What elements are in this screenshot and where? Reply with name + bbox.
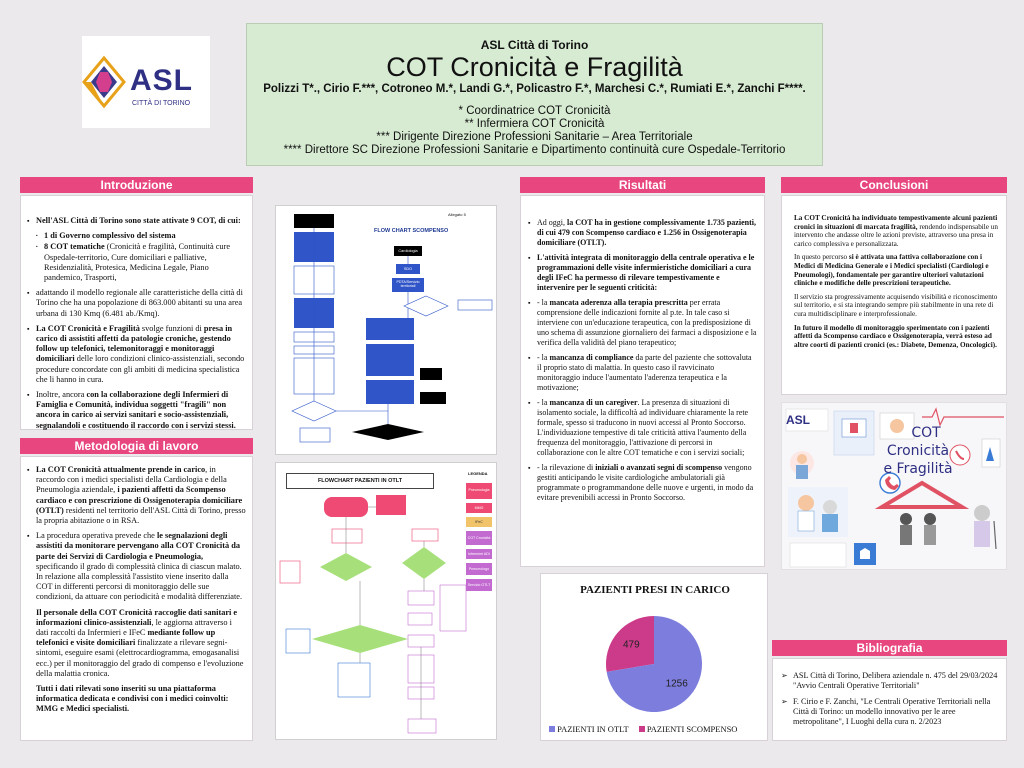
pie-chart — [541, 574, 769, 742]
flowchart-node: PDTA/Servizio territoriali — [396, 280, 420, 289]
chart-title: PAZIENTI PRESI IN CARICO — [580, 584, 730, 596]
poster-title: COT Cronicità e Fragilità — [386, 52, 683, 82]
risultati-panel: ▪ Ad oggi, la COT ha in gestione complessivamente 1.735 pazienti, di cui 479 con Scompenso cardiaco e 1.256 in Ossigenoterapia domiciliare (OTLT). ▪ L'attività integrata di monitoraggio della centrale operativa e le programmazioni delle visite infermieristiche domiciliari a cura degli IFeC ha permesso di rilevare tempestivamente e intervenire per le seguenti criticità: ▪ - la mancata aderenza alla terapia prescritta per errata comprensione delle indicazioni fornite al p.te. In tale caso si interviene con un'educazione terapeutica, con la predisposizione di uno schema di assunzione giornaliero dei farmaci a disposizione e la verifica della validità del piano terapeutico; ▪ - la mancanza di compliance da parte del paziente che sottovaluta il proprio stato di malattia. In questo caso il ravvicinato monitoraggio induce l'aumentato l'aderenza terapeutica e la motivazione; ▪ - la mancanza di un caregiver. La presenza di situazioni di isolamento sociale, la difficoltà ad individuare chiaramente la rete formale, spesso si traducono in nuovi accessi al Pronto Soccorso. L'individuazione tempestive di tale criticità attiva l'aumento della frequenza del monitoraggio, l'attivazione di percorsi in collaborazione con le altre COT tematiche e con i servizi sociali; ▪ - la rilevazione di iniziali o avanzati segni di scompenso vengono gestiti anticipando le visite cardiologiche ambulatoriali già programmate o programmandone delle nuove e urgenti, in modo da evitare prevenibili accessi in Pronto Soccorso. — [520, 195, 765, 567]
section-heading-conclusioni: Conclusioni — [781, 177, 1007, 193]
pie-data-label: 1256 — [665, 678, 688, 690]
poster-header — [246, 23, 823, 166]
affiliation: **** Direttore SC Direzione Professioni Sanitarie e Dipartimento continuità cure Ospedale-Territorio — [283, 144, 786, 156]
section-heading-introduzione: Introduzione — [20, 177, 253, 193]
reference-item: ➢ F. Cirio e F. Zanchi, "Le Centrali Operative Territoriali nella Città di Torino: un modello innovativo per le aree metropolitane", I Luoghi della cura n. 2/2023 — [781, 697, 991, 726]
legend-item: Servizio OTLT — [467, 583, 491, 587]
section-heading-bibliografia: Bibliografia — [772, 640, 1007, 656]
logo-subtitle: CITTÀ DI TORINO — [132, 100, 191, 107]
legend-swatch — [549, 726, 555, 732]
flowchart-tag: Allegato 5 — [448, 212, 466, 217]
bibliografia-panel — [772, 658, 1007, 741]
cot-illustration — [781, 402, 1007, 570]
flowchart-node: SDO — [403, 267, 413, 271]
asl-logo — [82, 36, 210, 128]
flowchart-otlt — [275, 462, 497, 740]
illustration-logo-text: ASL — [786, 413, 810, 427]
illustration-title-line: Cronicità — [886, 443, 950, 459]
reference-item: ➢ ASL Città di Torino, Delibera aziendale n. 475 del 29/03/2024 "Avvio Centrali Operative Territoriali" — [781, 671, 998, 690]
section-heading-metodologia: Metodologia di lavoro — [20, 438, 253, 454]
affiliation: ** Infermiera COT Cronicità — [464, 118, 605, 130]
legend-title: LEGENDA — [468, 471, 488, 476]
organization-name: ASL Città di Torino — [480, 38, 589, 52]
authors: Polizzi T*., Cirio F.***, Cotroneo M.*, Landi G.*, Policastro F.*, Marchesi C.*, Rumiati E.*, Zanchi F****. — [263, 83, 806, 95]
flowchart-title: FLOWCHART PAZIENTI IN OTLT — [286, 473, 434, 489]
legend-swatch — [639, 726, 645, 732]
affiliations — [247, 105, 822, 157]
illustration-title-line: e Fragilità — [883, 461, 953, 477]
legend-label: PAZIENTI SCOMPENSO — [646, 724, 738, 734]
conclusioni-panel: La COT Cronicità ha individuato tempestivamente alcuni pazienti cronici in situazioni di marcata fragilità, rendendo indispensabile un intervento che andasse oltre le azioni previste, attraverso una presa in carico complessiva e personalizzata. In questo percorso si è attivata una fattiva collaborazione con i Medici di Medicina Generale e i Medici specialisti (Cardiologi e Pneumologi), fondamentale per garantire ulteriori valutazioni cliniche e modifiche delle prescrizioni terapeutiche. Il servizio sta progressivamente acquisendo visibilità e riconoscimento sul territorio, e si sta integrando sempre più stabilmente in una rete di cura multidisciplinare e interprofessionale. In futuro il modello di monitoraggio sperimentato con i pazienti affetti da Scompenso cardiaco e Ossigenoterapia, verrà esteso ad altre coorti di pazienti cronici (es.: Diabete, Demenza, Oncologici). — [781, 195, 1007, 395]
legend-item: IFeC — [475, 520, 483, 524]
legend-item: Infermieri ADI — [468, 552, 490, 556]
legend-item: COT Cronicità — [467, 536, 491, 540]
section-heading-risultati: Risultati — [520, 177, 765, 193]
metodologia-panel: ▪ La COT Cronicità attualmente prende in carico, in raccordo con i medici specialisti della Cardiologia e della Pneumologia aziendale, i pazienti affetti da Scompenso cardiaco e con prescrizione di Ossigenoterapia domiciliare (OTLT) residenti nel territorio dell'ASL Città di Torino, presso la propria abitazione o in RSA. ▪ La procedura operativa prevede che le segnalazioni degli assistiti da monitorare pervengano alla COT Cronicità da parte dei Servizi di Cardiologia e Pneumologia, specificando il grado di complessità clinica di ciascun malato. In relazione alla complessità l'assistito viene inserito dalla COT in differenti percorsi di monitoraggio delle sue condizioni, da attuare con periodicità e modalità differenziate. Il personale della COT Cronicità raccoglie dati sanitari e informazioni clinico-assistenziali, le aggiorna attraverso i dati raccolti da Infermieri e IFeC mediante follow up telefonici e visite domiciliari finalizzate a rilevare segni-sintomi, eseguire esami (elettrocardiogramma, emogasanalisi ecc.) per il monitoraggio del grado di compenso e l'evoluzione della malattia cronica. Tutti i dati rilevati sono inseriti su una piattaforma informatica dedicata e condivisi con i medici coinvolti: MMG e Medici specialisti. — [20, 456, 253, 741]
legend-item: Pneumologia — [468, 488, 490, 492]
illustration-title-line: COT — [911, 425, 941, 441]
flowchart-scompenso-graphic — [276, 206, 497, 455]
flowchart-node: Cardiologia — [398, 249, 418, 253]
legend-item: MMG — [474, 506, 484, 510]
pie-chart-panel — [540, 573, 768, 741]
chart-legend — [549, 724, 769, 734]
flowchart-title: FLOW CHART SCOMPENSO — [374, 228, 449, 234]
introduzione-panel: ▪ Nell'ASL Città di Torino sono state attivate 9 COT, di cui: · 1 di Governo complessivo del sistema · 8 COT tematiche (Cronicità e fragilità, Continuità cure Ospedale-territorio, Cure domiciliari e palliative, Residenzialità, Protesica, Medicina Legale, Piano pandemico, Trasporti, ▪ adattando il modello regionale alle caratteristiche della città di Torino che ha una popolazione di 863.000 abitanti su una area urbana di 130 Kmq (6.481 ab./Kmq). ▪ La COT Cronicità e Fragilità svolge funzioni di presa in carico di assistiti affetti da patologie croniche, gestendo follow up telefonici, telemonitoraggi e monitoraggi domiciliari delle loro condizioni clinico-assistenziali, secondo procedure concordate con gli ambiti di medicina specialistica che li hanno in cura. ▪ Inoltre, ancora con la collaborazione degli Infermieri di Famiglia e Comunità, individua soggetti "fragili" non ancora in carico ai servizi sanitari e socio-assistenziali, segnalandoli e costituendo il raccordo con i servizi stessi. — [20, 195, 253, 430]
flowchart-scompenso — [275, 205, 497, 455]
legend-item: Pneumologo — [468, 567, 490, 571]
affiliation: *** Dirigente Direzione Professioni Sanitarie – Area Territoriale — [376, 131, 693, 143]
flowchart-otlt-graphic — [276, 463, 497, 740]
pie-data-label: 479 — [622, 639, 640, 651]
legend-label: PAZIENTI IN OTLT — [557, 724, 629, 734]
logo-text: ASL — [130, 64, 193, 97]
affiliation: * Coordinatrice COT Cronicità — [458, 105, 611, 117]
